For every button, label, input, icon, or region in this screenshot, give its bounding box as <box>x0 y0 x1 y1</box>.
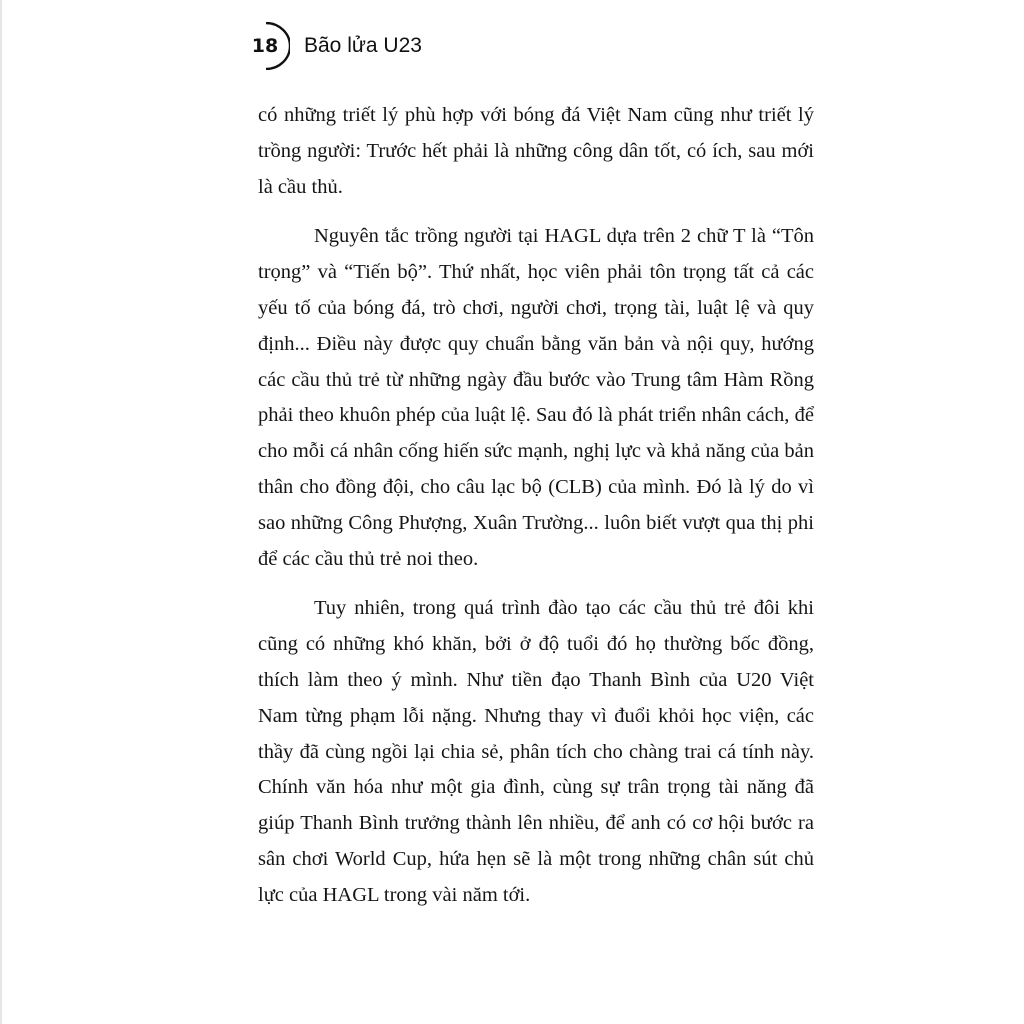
page-edge <box>0 0 2 1024</box>
paragraph-2: Nguyên tắc trồng người tại HAGL dựa trên 2 chữ T là “Tôn trọng” và “Tiến bộ”. Thứ nhất, học viên phải tôn trọng tất cả các yếu tố của bóng đá, trò chơi, người chơi, trọng tài, luật lệ và quy định... Điều này được quy chuẩn bằng văn bản và nội quy, hướng các cầu thủ trẻ từ những ngày đầu bước vào Trung tâm Hàm Rồng phải theo khuôn phép của luật lệ. Sau đó là phát triển nhân cách, để cho mỗi cá nhân cống hiến sức mạnh, nghị lực và khả năng của bản thân cho đồng đội, cho câu lạc bộ (CLB) của mình. Đó là lý do vì sao những Công Phượng, Xuân Trường... luôn biết vượt qua thị phi để các cầu thủ trẻ noi theo. <box>258 225 814 570</box>
page-header <box>228 22 422 70</box>
paragraph-1: có những triết lý phù hợp với bóng đá Việt Nam cũng như triết lý trồng người: Trước hết phải là những công dân tốt, có ích, sau mới là cầu thủ. <box>258 104 814 198</box>
body-text <box>258 98 814 914</box>
page-number-badge <box>228 22 290 70</box>
page-number: 18 <box>251 35 279 57</box>
running-title: Bão lửa U23 <box>304 34 422 57</box>
paragraph-3: Tuy nhiên, trong quá trình đào tạo các cầu thủ trẻ đôi khi cũng có những khó khăn, bởi ở độ tuổi đó họ thường bốc đồng, thích làm theo ý mình. Như tiền đạo Thanh Bình của U20 Việt Nam từng phạm lỗi nặng. Nhưng thay vì đuổi khỏi học viện, các thầy đã cùng ngồi lại chia sẻ, phân tích cho chàng trai cá tính này. Chính văn hóa như một gia đình, cùng sự trân trọng tài năng đã giúp Thanh Bình trưởng thành lên nhiều, để anh có cơ hội bước ra sân chơi World Cup, hứa hẹn sẽ là một trong những chân sút chủ lực của HAGL trong vài năm tới. <box>258 597 814 906</box>
